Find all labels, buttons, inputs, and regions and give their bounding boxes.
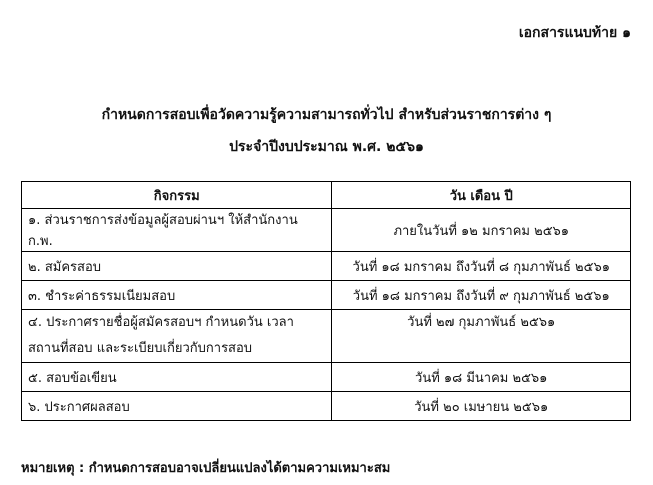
column-header-activity: กิจกรรม: [22, 182, 332, 209]
date-cell: วันที่ ๒๗ กุมภาพันธ์ ๒๕๖๑: [332, 310, 631, 363]
remark-note: หมายเหตุ : กำหนดการสอบอาจเปลี่ยนแปลงได้ตามความเหมาะสม: [21, 461, 391, 476]
document-subtitle: ประจำปีงบประมาณ พ.ศ. ๒๕๖๑: [229, 139, 424, 155]
table-row: [22, 252, 631, 281]
date-cell: วันที่ ๒๐ เมษายน ๒๕๖๑: [332, 392, 631, 421]
date-cell: วันที่ ๑๘ มีนาคม ๒๕๖๑: [332, 363, 631, 392]
table-row: [22, 209, 631, 252]
activity-line: ๔. ประกาศรายชื่อผู้สมัครสอบฯ กำหนดวัน เวลา: [28, 315, 294, 330]
column-header-date: วัน เดือน ปี: [332, 182, 631, 209]
table-row: [22, 281, 631, 310]
schedule-table: [21, 181, 631, 421]
activity-cell: [22, 310, 332, 363]
table-header-row: [22, 182, 631, 209]
activity-cell: ๕. สอบข้อเขียน: [22, 363, 332, 392]
activity-cell: ๓. ชำระค่าธรรมเนียมสอบ: [22, 281, 332, 310]
annex-label: เอกสารแนบท้าย ๑: [518, 25, 631, 41]
activity-cell: ๑. ส่วนราชการส่งข้อมูลผู้สอบผ่านฯ ให้สำนักงาน ก.พ.: [22, 209, 332, 252]
table-row: [22, 392, 631, 421]
activity-cell: ๖. ประกาศผลสอบ: [22, 392, 332, 421]
date-cell: ภายในวันที่ ๑๒ มกราคม ๒๕๖๑: [332, 209, 631, 252]
activity-cell: ๒. สมัครสอบ: [22, 252, 332, 281]
date-cell: วันที่ ๑๘ มกราคม ถึงวันที่ ๙ กุมภาพันธ์ ๒๕๖๑: [332, 281, 631, 310]
activity-line: สถานที่สอบ และระเบียบเกี่ยวกับการสอบ: [28, 341, 253, 356]
table-row: [22, 310, 631, 363]
document-title: กำหนดการสอบเพื่อวัดความรู้ความสามารถทั่วไป สำหรับส่วนราชการต่าง ๆ: [101, 107, 552, 123]
date-cell: วันที่ ๑๘ มกราคม ถึงวันที่ ๘ กุมภาพันธ์ ๒๕๖๑: [332, 252, 631, 281]
table-row: [22, 363, 631, 392]
